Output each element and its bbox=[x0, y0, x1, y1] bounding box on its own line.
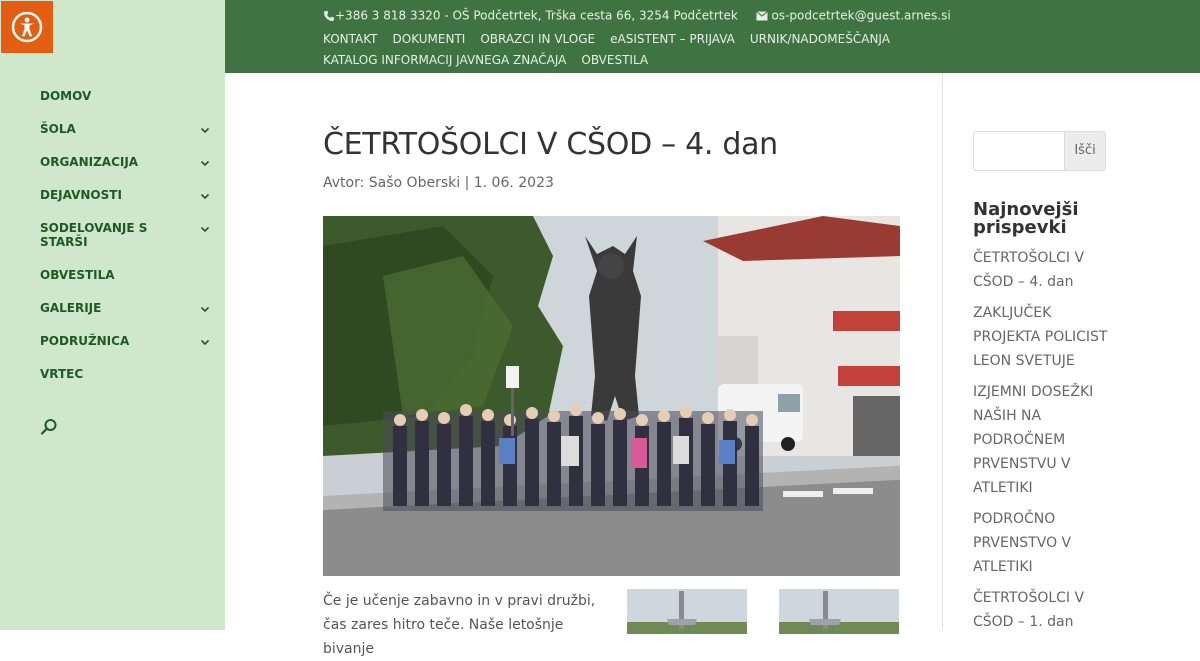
nav-label: ŠOLA bbox=[40, 122, 76, 136]
post-title: ČETRTOŠOLCI V CŠOD – 4. dan bbox=[323, 127, 778, 162]
chevron-down-icon[interactable] bbox=[200, 125, 210, 135]
recent-post-link[interactable]: ČETRTOŠOLCI V CŠOD – 1. dan bbox=[973, 590, 1085, 630]
chevron-down-icon[interactable] bbox=[200, 191, 210, 201]
topnav-obvestila[interactable]: OBVESTILA bbox=[581, 53, 649, 67]
nav-item-domov[interactable] bbox=[40, 89, 210, 122]
chevron-down-icon[interactable] bbox=[200, 224, 210, 234]
phone-icon bbox=[323, 10, 335, 22]
topnav-easistent[interactable]: eASISTENT – PRIJAVA bbox=[610, 32, 735, 46]
nav-label: DEJAVNOSTI bbox=[40, 188, 122, 202]
recent-post-link[interactable]: ČETRTOŠOLCI V CŠOD – 4. dan bbox=[973, 250, 1085, 290]
recent-post-link[interactable]: ZAKLJUČEK PROJEKTA POLICIST LEON SVETUJE bbox=[973, 305, 1108, 369]
left-sidebar bbox=[0, 0, 225, 630]
recent-post-link[interactable]: IZJEMNI DOSEŽKI NAŠIH NA PODROČNEM PRVENSTVU V ATLETIKI bbox=[973, 384, 1094, 496]
nav-item-dejavnosti[interactable] bbox=[40, 188, 210, 221]
nav-label: PODRUŽNICA bbox=[40, 334, 130, 348]
post-body: Če je učenje zabavno in v pravi družbi, čas zares hitro teče. Naše letošnje bivanje bbox=[323, 593, 596, 657]
topnav-dokumenti[interactable]: DOKUMENTI bbox=[392, 32, 466, 46]
chevron-down-icon[interactable] bbox=[200, 337, 210, 347]
sidebar-divider bbox=[942, 73, 943, 630]
main-content bbox=[225, 73, 942, 657]
recent-post-link[interactable]: PODROČNO PRVENSTVO V ATLETIKI bbox=[973, 511, 1072, 575]
nav-item-vrtec[interactable] bbox=[40, 367, 210, 400]
accessibility-icon bbox=[10, 10, 44, 44]
nav-item-organizacija[interactable] bbox=[40, 155, 210, 188]
nav-label: SODELOVANJE S STARŠI bbox=[40, 221, 148, 249]
search-icon[interactable] bbox=[40, 418, 58, 436]
email-link[interactable] bbox=[756, 8, 951, 22]
topnav-katalog[interactable]: KATALOG INFORMACIJ JAVNEGA ZNAČAJA bbox=[323, 53, 567, 67]
nav-item-podruznica[interactable] bbox=[40, 334, 210, 367]
featured-image[interactable] bbox=[323, 216, 900, 576]
email-text: os-podcetrtek@guest.arnes.si bbox=[771, 8, 951, 23]
contact-info bbox=[323, 8, 951, 23]
topnav-urnik[interactable]: URNIK/NADOMEŠČANJA bbox=[749, 32, 890, 46]
nav-item-obvestila[interactable] bbox=[40, 268, 210, 301]
nav-label: DOMOV bbox=[40, 89, 92, 103]
nav-item-sola[interactable] bbox=[40, 122, 210, 155]
top-bar bbox=[225, 0, 1200, 73]
nav-label: VRTEC bbox=[40, 367, 84, 381]
phone-address-text: +386 3 818 3320 - OŠ Podčetrtek, Trška cesta 66, 3254 Podčetrtek bbox=[335, 8, 738, 23]
envelope-icon bbox=[756, 11, 768, 21]
top-nav bbox=[323, 29, 963, 71]
chevron-down-icon[interactable] bbox=[200, 158, 210, 168]
main-nav bbox=[40, 89, 210, 400]
post-meta: Avtor: Sašo Oberski | 1. 06. 2023 bbox=[323, 175, 554, 191]
accessibility-button[interactable] bbox=[1, 1, 53, 53]
gallery-thumbnail[interactable] bbox=[779, 589, 899, 634]
right-sidebar bbox=[973, 73, 1173, 630]
topnav-kontakt[interactable]: KONTAKT bbox=[323, 32, 378, 46]
chevron-down-icon[interactable] bbox=[200, 304, 210, 314]
nav-label: OBVESTILA bbox=[40, 268, 115, 282]
recent-posts-list bbox=[973, 246, 1113, 641]
recent-posts-title: Najnovejši prispevki bbox=[973, 199, 1079, 238]
nav-item-galerije[interactable] bbox=[40, 301, 210, 334]
gallery-thumbnail[interactable] bbox=[627, 589, 747, 634]
topnav-obrazci[interactable]: OBRAZCI IN VLOGE bbox=[480, 32, 596, 46]
nav-label: ORGANIZACIJA bbox=[40, 155, 139, 169]
search-button[interactable]: Išči bbox=[1064, 131, 1106, 171]
nav-item-sodelovanje[interactable] bbox=[40, 221, 210, 268]
nav-label: GALERIJE bbox=[40, 301, 102, 315]
search-input[interactable] bbox=[973, 131, 1065, 171]
